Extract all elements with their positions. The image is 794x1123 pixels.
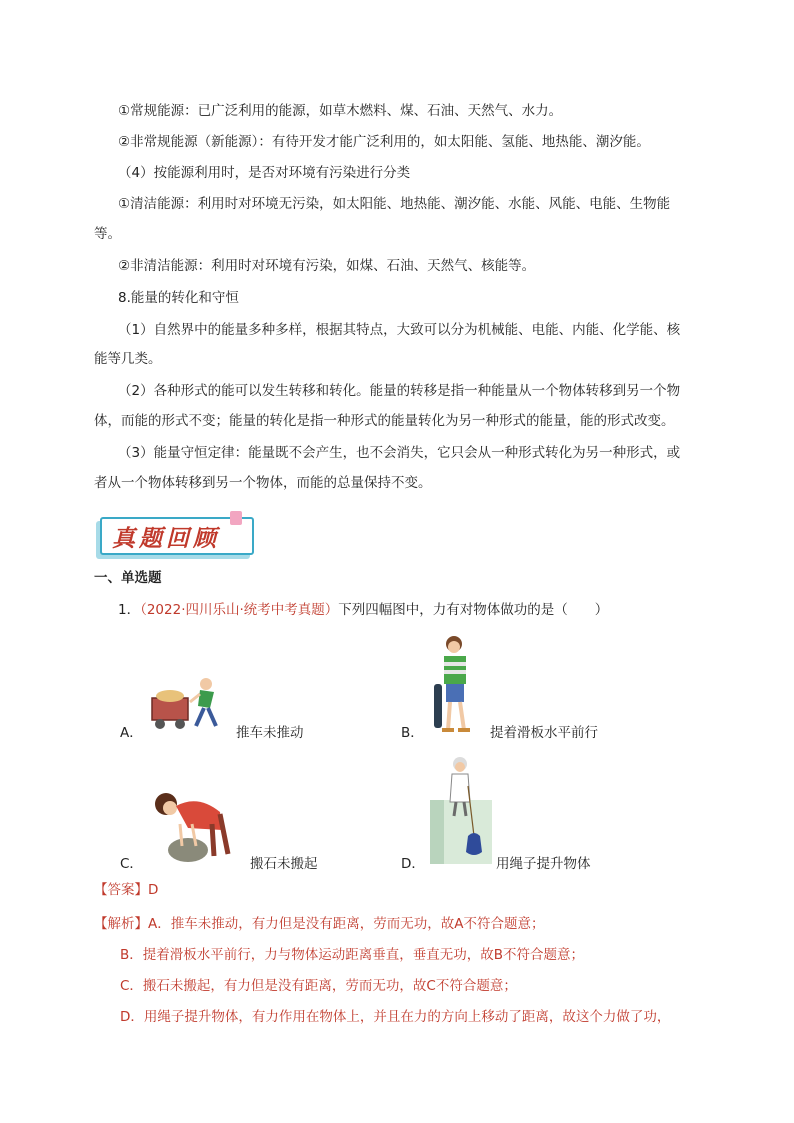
analysis-text: A．推车未推动，有力但是没有距离，劳而无功，故A不符合题意； — [148, 916, 545, 932]
option-a-caption: 推车未推动 — [236, 725, 304, 741]
question-text: 下列四幅图中，力有对物体做功的是（ ） — [338, 602, 609, 618]
paragraph: ①清洁能源：利用时对环境无污染，如太阳能、地热能、潮汐能、水能、风能、电能、生物能 — [118, 196, 671, 212]
question-source: （2022·四川乐山·统考中考真题） — [140, 602, 339, 618]
option-d-letter: D． — [401, 856, 425, 872]
lift-with-rope-illustration — [430, 756, 492, 864]
carry-skateboard-illustration — [424, 634, 480, 740]
analysis-label: 【解析】 — [94, 916, 148, 932]
paragraph: 等。 — [94, 226, 121, 242]
lift-stone-illustration — [148, 784, 238, 864]
paragraph: ②非常规能源（新能源）：有待开发才能广泛利用的，如太阳能、氢能、地热能、潮汐能。 — [118, 134, 650, 150]
section-title: 一、单选题 — [94, 570, 162, 586]
paragraph: ①常规能源：已广泛利用的能源，如草木燃料、煤、石油、天然气、水力。 — [118, 103, 563, 119]
option-c-caption: 搬石未搬起 — [250, 856, 318, 872]
paragraph: （2）各种形式的能可以发生转移和转化。能量的转移是指一种能量从一个物体转移到另一个物 — [118, 383, 681, 399]
option-b-caption: 提着滑板水平前行 — [490, 725, 598, 741]
paragraph: ②非清洁能源：利用时对环境有污染，如煤、石油、天然气、核能等。 — [118, 258, 536, 274]
option-a-letter: A． — [120, 725, 143, 741]
option-b-letter: B． — [401, 725, 424, 741]
banner-title: 真题回顾 — [112, 525, 220, 552]
paragraph: （3）能量守恒定律：能量既不会产生，也不会消失，它只会从一种形式转化为另一种形式，或 — [118, 445, 681, 461]
analysis-line: B．提着滑板水平前行，力与物体运动距离垂直，垂直无功，故B不符合题意； — [120, 947, 585, 963]
paragraph: 体，而能的形式不变；能量的转化是指一种形式的能量转化为另一种形式的能量，能的形式改变。 — [94, 413, 675, 429]
paragraph: 8.能量的转化和守恒 — [118, 290, 239, 306]
paragraph: （1）自然界中的能量多种多样，根据其特点，大致可以分为机械能、电能、内能、化学能、核 — [118, 322, 681, 338]
paragraph: 能等几类。 — [94, 351, 162, 367]
paper-clip-icon — [230, 511, 242, 525]
analysis-line: C．搬石未搬起，有力但是没有距离，劳而无功，故C不符合题意； — [120, 978, 517, 994]
option-d-caption: 用绳子提升物体 — [496, 856, 591, 872]
answer-label: 【答案】 — [94, 882, 148, 898]
push-cart-illustration — [150, 672, 230, 738]
answer-value: D — [148, 882, 159, 898]
question-number: 1． — [118, 602, 141, 618]
paragraph: （4）按能源利用时，是否对环境有污染进行分类 — [118, 165, 411, 181]
paragraph: 者从一个物体转移到另一个物体，而能的总量保持不变。 — [94, 475, 432, 491]
analysis-line — [94, 914, 544, 934]
analysis-line: D．用绳子提升物体，有力作用在物体上，并且在力的方向上移动了距离，故这个力做了功， — [120, 1009, 671, 1025]
answer — [94, 880, 158, 900]
question-stem — [118, 600, 608, 620]
option-c-letter: C． — [120, 856, 143, 872]
section-banner — [96, 513, 254, 553]
